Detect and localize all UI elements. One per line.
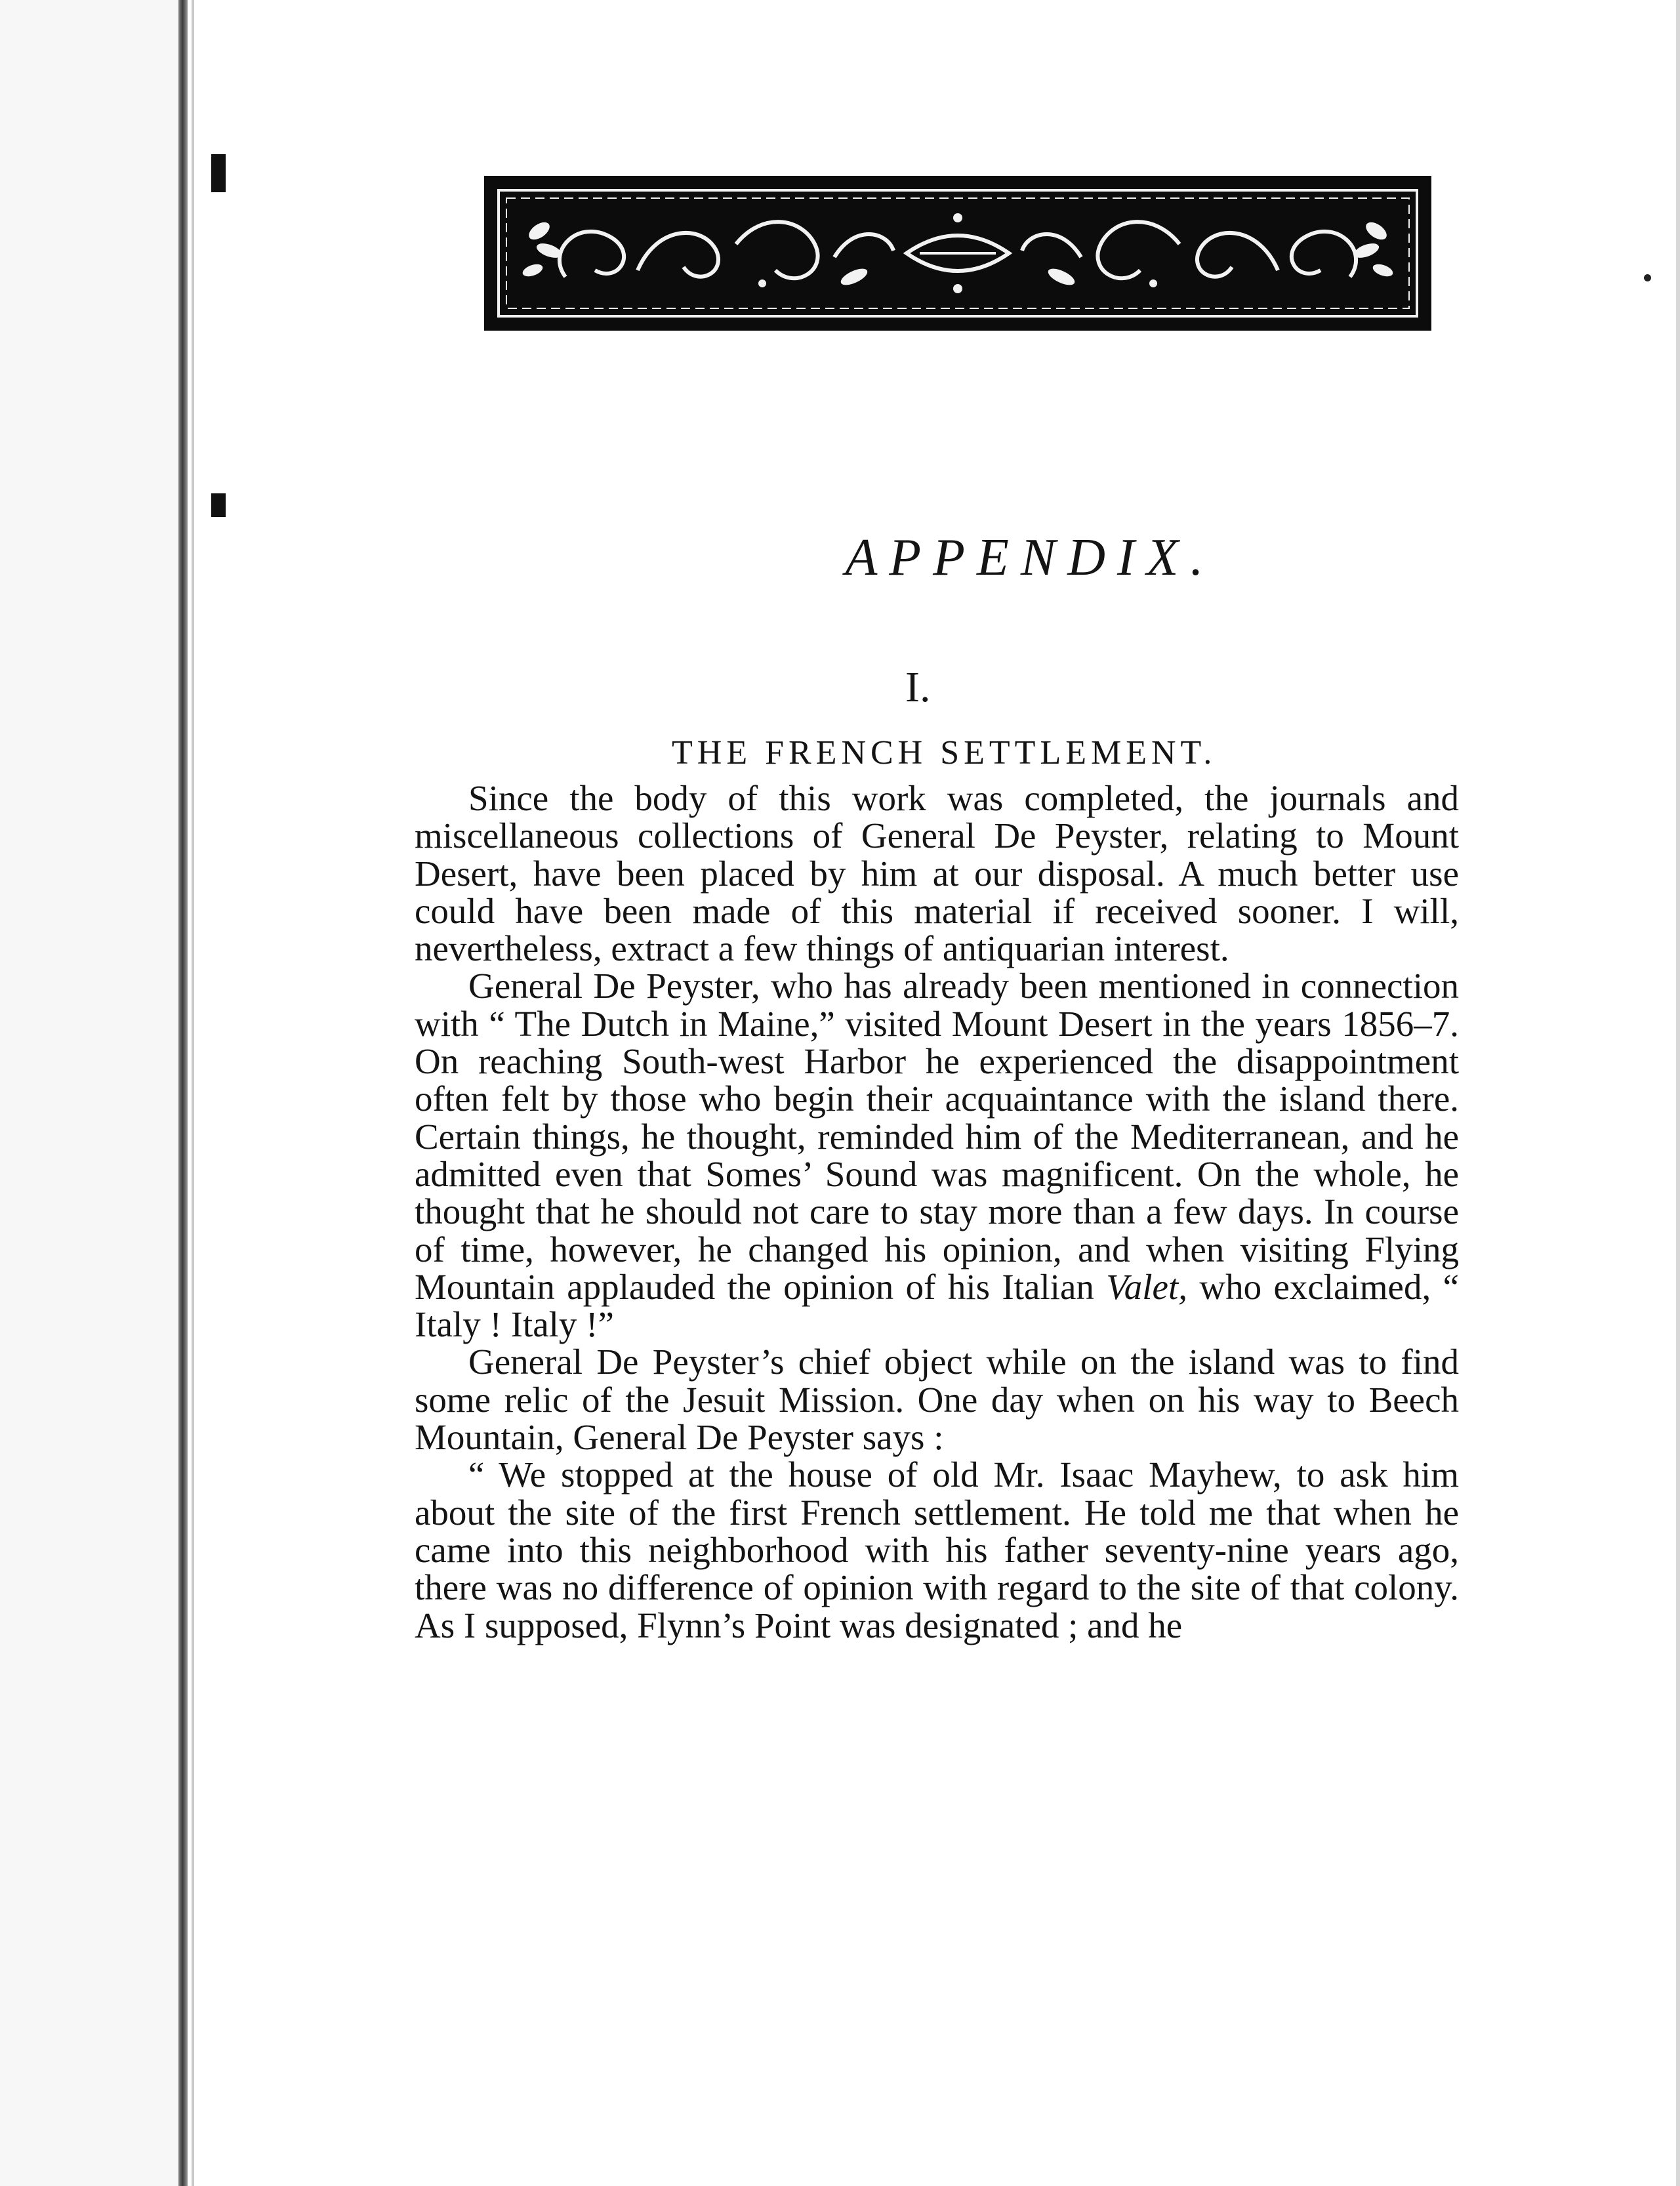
paragraph	[415, 967, 1459, 1343]
paragraph: General De Peyster’s chief object while on the island was to find some relic of the Jesuit Mission. One day when on his way to Beech Mountain, General De Peyster says :	[415, 1342, 1459, 1458]
paragraph: Since the body of this work was completed, the journals and miscellaneous collections of General De Peyster, relating to Mount Desert, have been placed by him at our disposal. A much better use could have been made of this material if received sooner. I will, nevertheless, extract a few things of antiquarian interest.	[415, 778, 1459, 969]
paragraph: “ We stopped at the house of old Mr. Isaac Mayhew, to ask him about the site of the first French settlement. He told me that when he came into this neighborhood with his father seventy-nine years ago, there was no difference of opinion with regard to the site of that colony. As I supposed, Flynn’s Point was designated ; and he	[415, 1454, 1459, 1645]
floral-scroll-icon	[487, 178, 1429, 328]
body-text	[415, 779, 1459, 1644]
section-heading: THE FRENCH SETTLEMENT.	[672, 734, 1217, 772]
book-gutter	[178, 0, 188, 2186]
binding-mark	[211, 154, 226, 192]
binding-mark	[211, 493, 226, 517]
scan-speck	[1644, 274, 1651, 281]
paragraph-text: General De Peyster, who has already been mentioned in connection with “ The Dutch in Maine,” visited Mount Desert in the years 1856–7. On reaching South-west Harbor he experienced the disappointment often felt by those who begin their acquaintance with the island there. Certain things, he thought, reminded him of the Mediterranean, and he admitted even that Somes’ Sound was magnificent. On the whole, he thought that he should not care to stay more than a few days. In course of time, however, he changed his opinion, and when visiting Flying Mountain applauded the opinion of his Italian	[415, 966, 1459, 1307]
paragraph-text: who exclaimed, “ Italy ! Italy !”	[415, 1266, 1459, 1345]
book-gutter-shadow	[192, 0, 194, 2186]
scan-right-edge	[1676, 0, 1680, 2186]
section-numeral: I.	[905, 663, 931, 711]
appendix-title: APPENDIX.	[845, 529, 1216, 587]
scan-left-margin	[0, 0, 178, 2186]
floral-headpiece-icon	[484, 176, 1431, 331]
italic-word: Valet,	[1106, 1266, 1187, 1307]
